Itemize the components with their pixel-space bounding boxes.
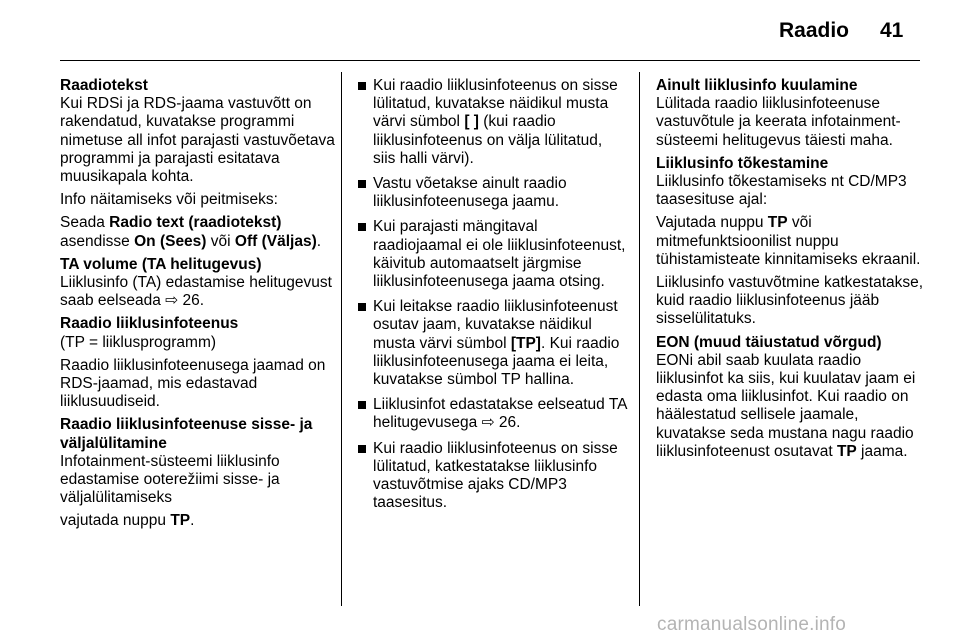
paragraph: Vajutada nuppu TP või mitmefunktsioonilist nuppu tühistamisteate kinnitamiseks ekraanil.	[656, 214, 921, 268]
paragraph: EONi abil saab kuulata raadio liiklusinfot ka siis, kui kuulatav jaam ei edasta oma liiklusinfot. Kui raadio on häälestatud sellisele jaamale, kuvatakse seda mustana nagu raadio liiklusinfoteenust osutavat TP jaama.	[656, 351, 916, 460]
section-eon	[656, 334, 924, 461]
section-heading: Ainult liiklusinfo kuulamine	[656, 77, 858, 94]
symbol-label: [ ]	[464, 113, 479, 131]
option-off-label: Off (Väljas)	[234, 232, 317, 250]
header-rule	[60, 60, 920, 61]
section-heading: Raadio liiklusinfoteenus	[60, 315, 239, 333]
page-title: Raadio	[779, 19, 850, 42]
bullet-square-icon	[358, 180, 366, 188]
option-on-label: On (Sees)	[134, 232, 207, 250]
paragraph: Liiklusinfo (TA) edastamise helitugevust saab eelseada ⇨ 26.	[60, 274, 332, 310]
list-item: Liiklusinfot edastatakse eelseatud TA helitugevusega ⇨ 26.	[356, 396, 628, 432]
symbol-label: [TP]	[510, 334, 541, 352]
paragraph: vajutada nuppu TP.	[60, 512, 195, 530]
tp-label: TP	[836, 442, 857, 460]
section-raadiotekst	[60, 77, 338, 251]
bullet-square-icon	[358, 401, 366, 409]
bullet-square-icon	[358, 82, 366, 90]
paragraph: Info näitamiseks või peitmiseks:	[60, 191, 278, 209]
bullet-square-icon	[358, 223, 366, 231]
paragraph: Kui RDSi ja RDS-jaama vastuvõtt on rakendatud, kuvatakse programmi nimetuse all infot parajasti vastuvõetava programmi ja parajasti esitatava muusikapala kohta.	[60, 95, 335, 186]
list-item: Kui raadio liiklusinfoteenus on sisse lülitatud, katkestatakse liiklusinfo vastuvõtmise ajaks CD/MP3 taasesitus.	[356, 440, 628, 513]
section-heading: Raadiotekst	[60, 77, 148, 94]
column-1	[60, 77, 338, 536]
tp-button-label: TP	[767, 214, 788, 232]
column-3	[656, 77, 924, 466]
bullet-list	[356, 77, 628, 512]
bullet-square-icon	[358, 445, 366, 453]
section-traffic-program	[60, 315, 338, 411]
tp-button-label: TP	[170, 512, 191, 530]
section-tp-switch	[60, 416, 338, 530]
page-reference-icon: ⇨	[165, 292, 179, 310]
list-item: Vastu võetakse ainult raadio liiklusinfoteenusega jaamu.	[356, 175, 628, 211]
paragraph: (TP = liiklusprogramm)	[60, 333, 217, 351]
list-item: Kui parajasti mängitaval raadiojaamal ei ole liiklusinfoteenust, käivitub automaatselt järgmise liiklusinfoteenusega jaama otsing.	[356, 218, 628, 291]
paragraph: Liiklusinfo vastuvõtmine katkestatakse, kuid raadio liiklusinfoteenus jääb sisselülitatuks.	[656, 274, 924, 328]
page-reference-icon: ⇨	[481, 414, 495, 432]
column-2	[356, 77, 628, 519]
page-header	[0, 0, 960, 60]
paragraph: Infotainment-süsteemi liiklusinfo edastamise ooterežiimi sisse- ja väljalülitamiseks	[60, 452, 280, 507]
section-heading: TA volume (TA helitugevus)	[60, 255, 262, 273]
menu-option-label: Radio text (raadiotekst)	[109, 214, 282, 232]
page-number: 41	[880, 19, 904, 42]
paragraph: Liiklusinfo tõkestamiseks nt CD/MP3 taasesituse ajal:	[656, 173, 907, 209]
section-heading: Liiklusinfo tõkestamine	[656, 154, 829, 172]
list-item: Kui leitakse raadio liiklusinfoteenust osutav jaam, kuvatakse näidikul musta värvi sümbol [TP]. Kui raadio liiklusinfoteenusega jaama ei leita, kuvatakse sümbol TP hallina.	[356, 298, 628, 389]
column-separator-1	[341, 72, 342, 606]
section-heading: Raadio liiklusinfoteenuse sisse- ja väljalülitamine	[60, 416, 313, 452]
list-item: Kui raadio liiklusinfoteenus on sisse lülitatud, kuvatakse näidikul musta värvi sümbol [ ] (kui raadio liiklusinfoteenus on välja lülitatud, siis halli värvi).	[356, 77, 628, 168]
column-separator-2	[639, 72, 640, 606]
paragraph: Seada Radio text (raadiotekst) asendisse On (Sees) või Off (Väljas).	[60, 214, 322, 250]
section-heading: EON (muud täiustatud võrgud)	[656, 333, 882, 351]
watermark: carmanualsonline.info	[657, 614, 847, 635]
section-interrupt	[656, 155, 924, 329]
paragraph: Raadio liiklusinfoteenusega jaamad on RDS-jaamad, mis edastavad liiklusuudiseid.	[60, 356, 326, 411]
section-ta-volume	[60, 256, 338, 311]
section-only-traffic	[656, 77, 924, 150]
paragraph: Lülitada raadio liiklusinfoteenuse vastuvõtule ja keerata infotainment-süsteemi helitugevus täiesti maha.	[656, 95, 901, 149]
bullet-square-icon	[358, 303, 366, 311]
